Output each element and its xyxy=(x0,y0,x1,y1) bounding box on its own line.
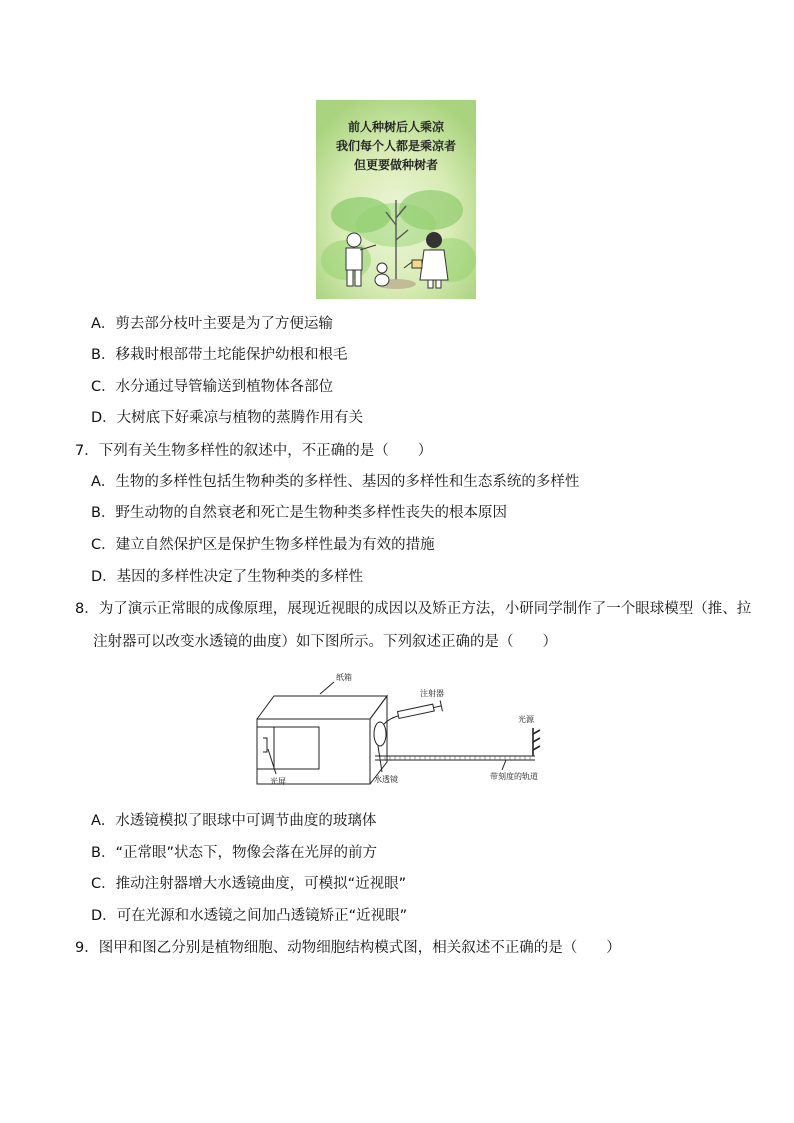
screen-shape xyxy=(263,738,267,752)
q7-stem: 7．下列有关生物多样性的叙述中，不正确的是（ ） xyxy=(75,443,433,459)
q8-option-b: B．“正常眼”状态下，物像会落在光屏的前方 xyxy=(91,845,377,861)
water-lens-shape xyxy=(374,722,386,746)
poster-line-1: 前人种树后人乘凉 xyxy=(347,120,445,134)
q8-option-a: A．水透镜模拟了眼球中可调节曲度的玻璃体 xyxy=(91,813,377,829)
paper-box-side xyxy=(370,696,387,784)
q7-option-d: D．基因的多样性决定了生物种类的多样性 xyxy=(91,569,364,585)
label-track: 带刻度的轨道 xyxy=(490,772,538,781)
q7-option-b: B．野生动物的自然衰老和死亡是生物种类多样性丧失的根本原因 xyxy=(91,505,507,521)
q6-option-d: D．大树底下好乘凉与植物的蒸腾作用有关 xyxy=(91,410,364,426)
eye-model-figure xyxy=(250,664,550,788)
q8-option-c: C．推动注射器增大水透镜曲度，可模拟“近视眼” xyxy=(91,876,407,892)
q7-option-a: A．生物的多样性包括生物种类的多样性、基因的多样性和生态系统的多样性 xyxy=(91,474,580,490)
q8-option-d: D．可在光源和水透镜之间加凸透镜矫正“近视眼” xyxy=(91,908,408,924)
q6-option-b: B．移栽时根部带土坨能保护幼根和根毛 xyxy=(91,347,348,363)
label-screen: 光屏 xyxy=(270,777,286,786)
q6-option-a: A．剪去部分枝叶主要是为了方便运输 xyxy=(91,316,333,332)
label-box: 纸箱 xyxy=(336,673,352,682)
tree-planting-poster xyxy=(316,100,476,299)
q9-stem: 9．图甲和图乙分别是植物细胞、动物细胞结构模式图，相关叙述不正确的是（ ） xyxy=(75,940,621,956)
q8-stem-line2: 注射器可以改变水透镜的曲度）如下图所示。下列叙述正确的是（ ） xyxy=(93,634,557,650)
label-syringe: 注射器 xyxy=(420,689,444,698)
light-source-shape xyxy=(533,728,540,756)
syringe-shape xyxy=(397,701,442,721)
q8-stem-line1: 8．为了演示正常眼的成像原理，展现近视眼的成因以及矫正方法，小研同学制作了一个眼球模型（推、拉 xyxy=(75,601,752,617)
q7-option-c: C．建立自然保护区是保护生物多样性最为有效的措施 xyxy=(91,537,435,553)
label-light: 光源 xyxy=(518,715,534,724)
poster-line-3: 但更要做种树者 xyxy=(353,158,439,172)
label-lens: 水透镜 xyxy=(374,775,398,784)
q6-option-c: C．水分通过导管输送到植物体各部位 xyxy=(91,379,334,395)
paper-box-top xyxy=(257,696,387,719)
track-ticks xyxy=(380,756,530,760)
poster-line-2: 我们每个人都是乘凉者 xyxy=(335,139,457,153)
